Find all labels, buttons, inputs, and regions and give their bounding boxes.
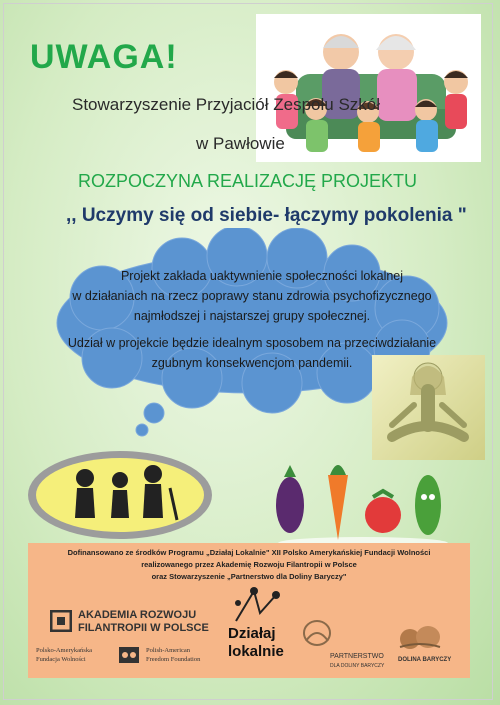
cloud-text-line-2: w działaniach na rzecz poprawy stanu zdrowia psychofizycznego (72, 289, 432, 303)
meditating-girl-illustration (372, 355, 485, 460)
organization-name: Stowarzyszenie Przyjaciół Zespołu Szkół (72, 95, 381, 114)
funding-line-3: oraz Stowarzyszenie „Partnerstwo dla Doliny Baryczy" (151, 572, 347, 581)
akademia-name-line-2: FILANTROPII W POLSCE (78, 622, 209, 634)
dzialaj-lokalnie-line-2: lokalnie (228, 643, 284, 660)
cloud-text-line-1: Projekt zakłada uaktywnienie społeczności lokalnej (120, 269, 404, 283)
partnerstwo-logo-icon (300, 619, 334, 649)
dzialaj-lokalnie-line-1: Działaj (228, 625, 276, 642)
project-name: ,, Uczymy się od siebie- łączymy pokolenia " (66, 205, 467, 226)
organization-location: w Pawłowie (196, 134, 285, 153)
partnerstwo-name-line-1: PARTNERSTWO (330, 653, 384, 660)
funding-box (28, 543, 470, 678)
poster-heading: UWAGA! (30, 38, 178, 76)
elderly-walking-illustration (25, 448, 215, 543)
vegetables-illustration (268, 455, 458, 550)
cloud-text-line-3: najmłodszej i najstarszej grupy społecznej. (133, 309, 371, 323)
paff-name-line-1: Polish-American (146, 647, 191, 654)
funding-line-2: realizowanego przez Akademię Rozwoju Filantropii w Polsce (141, 560, 357, 569)
pafw-logo-icon (118, 646, 140, 664)
funding-line-1: Dofinansowano ze środków Programu „Działaj Lokalnie" XII Polsko Amerykańskiej Fundacji Wolności (67, 548, 431, 557)
pafw-name-line-2: Fundacja Wolności (36, 656, 86, 663)
akademia-name-line-1: AKADEMIA ROZWOJU (78, 609, 197, 621)
akademia-logo-icon (50, 610, 72, 632)
cloud-text-line-4: Udział w projekcie będzie idealnym sposobem na przeciwdziałanie (67, 336, 437, 350)
dolina-baryczy-logo-icon (396, 623, 444, 653)
grandparents-children-illustration (256, 14, 481, 162)
project-start-announcement: ROZPOCZYNA REALIZACJĘ PROJEKTU (78, 171, 418, 191)
dolina-baryczy-name: DOLINA BARYCZY (398, 657, 452, 663)
cloud-text-line-5: zgubnym konsekwencjom pandemii. (151, 356, 353, 370)
partnerstwo-name-line-2: DLA DOLINY BARYCZY (330, 663, 385, 669)
pafw-name-line-1: Polsko-Amerykańska (36, 647, 92, 654)
dzialaj-lokalnie-logo-icon (226, 583, 286, 625)
paff-name-line-2: Freedom Foundation (146, 656, 201, 663)
